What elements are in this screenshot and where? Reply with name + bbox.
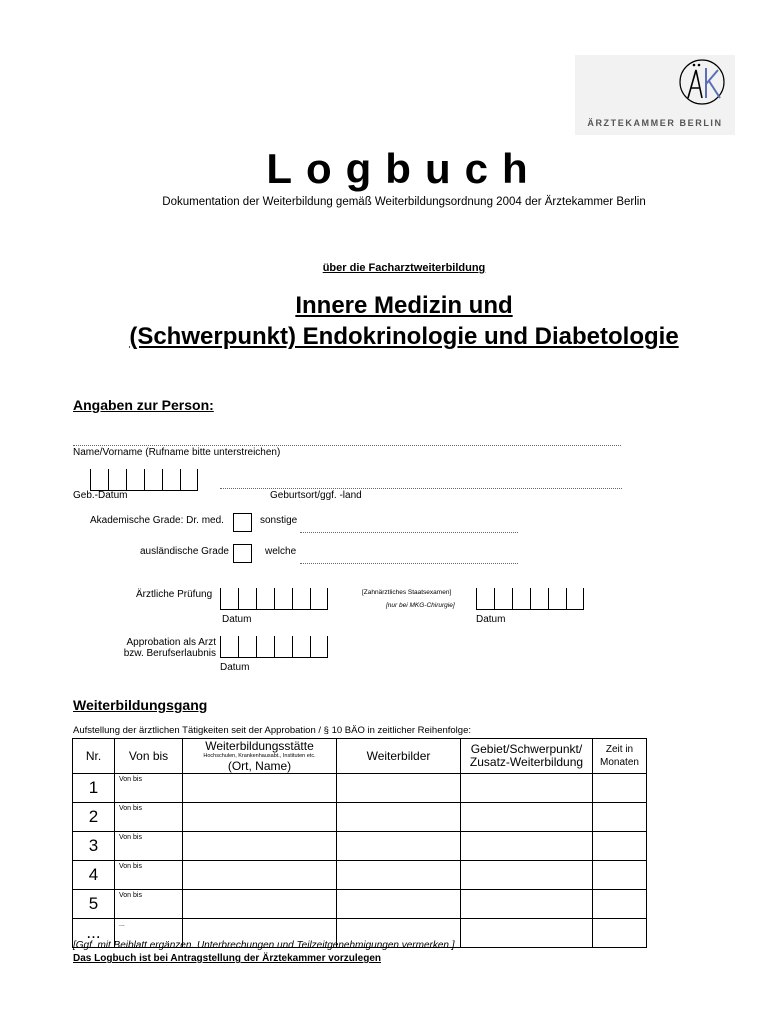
- col-gebiet-line-1: Gebiet/Schwerpunkt/: [470, 742, 583, 756]
- approbation-datum-boxes[interactable]: [220, 636, 328, 658]
- col-gebiet: [461, 739, 593, 774]
- geburtsort-label: Geburtsort/ggf. -land: [270, 490, 362, 501]
- approbation-datum-label: Datum: [220, 662, 250, 673]
- row-zeit-cell[interactable]: [593, 919, 647, 948]
- welche-field[interactable]: [300, 563, 518, 564]
- zahn-label: [Zahnärztliches Staatsexamen]: [362, 589, 452, 596]
- logo-org-name: ÄRZTEKAMMER BERLIN: [587, 118, 723, 128]
- specialty-line-1: Innere Medizin und: [295, 292, 513, 319]
- approbation-label-line-1: Approbation als Arzt: [126, 637, 216, 648]
- col-staette: [183, 739, 337, 774]
- auslaendische-grade-checkbox[interactable]: [233, 544, 252, 563]
- row-nr: 3: [73, 832, 115, 861]
- col-staette-title: Weiterbildungsstätte: [205, 738, 314, 753]
- geb-datum-label: Geb.-Datum: [73, 490, 128, 501]
- row-zeit-cell[interactable]: [593, 861, 647, 890]
- row-weiterbilder-cell[interactable]: [337, 832, 461, 861]
- col-von-bis: Von bis: [115, 739, 183, 774]
- sonstige-field[interactable]: [300, 532, 518, 533]
- sonstige-label: sonstige: [260, 515, 298, 526]
- col-zeit: [593, 739, 647, 774]
- row-staette-cell[interactable]: [183, 890, 337, 919]
- row-nr: 5: [73, 890, 115, 919]
- col-zeit-line-1: Zeit in: [605, 744, 634, 755]
- specialty-title: [0, 290, 768, 352]
- row-von-bis[interactable]: Von bis: [115, 803, 183, 832]
- row-staette-cell[interactable]: [183, 861, 337, 890]
- subtitle: Dokumentation der Weiterbildung gemäß Weiterbildungsordnung 2004 der Ärztekammer Berlin: [162, 196, 646, 208]
- row-von-bis[interactable]: ...: [115, 919, 183, 948]
- row-von-bis[interactable]: Von bis: [115, 890, 183, 919]
- row-staette-cell[interactable]: [183, 774, 337, 803]
- table-row: [73, 861, 647, 890]
- auslaendische-grade-label: ausländische Grade: [140, 546, 229, 557]
- staatsexamen-datum-label: Datum: [476, 614, 506, 625]
- table-row: [73, 803, 647, 832]
- pruefung-label: Ärztliche Prüfung: [136, 589, 213, 600]
- row-gebiet-cell[interactable]: [461, 774, 593, 803]
- row-weiterbilder-cell[interactable]: [337, 774, 461, 803]
- row-gebiet-cell[interactable]: [461, 861, 593, 890]
- row-gebiet-cell[interactable]: [461, 890, 593, 919]
- table-header-row: [73, 739, 647, 774]
- row-nr: 1: [73, 774, 115, 803]
- row-weiterbilder-cell[interactable]: [337, 861, 461, 890]
- row-zeit-cell[interactable]: [593, 774, 647, 803]
- aerztekammer-logo: [678, 58, 736, 106]
- weiterbildung-intro: Aufstellung der ärztlichen Tätigkeiten seit der Approbation / § 10 BÄO in zeitlicher Reihenfolge:: [73, 725, 472, 736]
- table-row: [73, 890, 647, 919]
- mkg-label: [nur bei MKG-Chirurgie]: [386, 602, 455, 609]
- staatsexamen-datum-boxes[interactable]: [476, 588, 584, 610]
- name-field[interactable]: [73, 445, 621, 446]
- row-weiterbilder-cell[interactable]: [337, 803, 461, 832]
- col-staette-sub: (Ort, Name): [227, 758, 292, 773]
- col-gebiet-line-2: Zusatz-Weiterbildung: [469, 755, 584, 769]
- page-title: Logbuch: [266, 145, 542, 192]
- approbation-label: [100, 637, 216, 659]
- submission-note: Das Logbuch ist bei Antragstellung der Ärztekammer vorzulegen: [73, 953, 382, 964]
- row-zeit-cell[interactable]: [593, 890, 647, 919]
- col-zeit-line-2: Monaten: [600, 757, 639, 768]
- col-nr: Nr.: [73, 739, 115, 774]
- col-staette-small: Hochschulen, Krankenhausabt., Instituten etc.: [203, 752, 316, 759]
- row-von-bis[interactable]: Von bis: [115, 832, 183, 861]
- welche-label: welche: [265, 546, 297, 557]
- table-row: [73, 774, 647, 803]
- row-nr: 2: [73, 803, 115, 832]
- section-person-heading: Angaben zur Person:: [73, 397, 214, 413]
- specialty-line-2: (Schwerpunkt) Endokrinologie und Diabetologie: [129, 323, 679, 350]
- row-gebiet-cell[interactable]: [461, 919, 593, 948]
- row-von-bis[interactable]: Von bis: [115, 774, 183, 803]
- row-zeit-cell[interactable]: [593, 803, 647, 832]
- row-nr: ...: [73, 919, 115, 948]
- table-note: [Ggf. mit Beiblatt ergänzen. Unterbrechungen und Teilzeitgenehmigungen vermerken.]: [73, 940, 455, 951]
- dr-med-checkbox[interactable]: [233, 513, 252, 532]
- section-weiterbildung-heading: Weiterbildungsgang: [73, 697, 208, 713]
- row-gebiet-cell[interactable]: [461, 832, 593, 861]
- akad-grade-label: Akademische Grade: Dr. med.: [90, 515, 224, 526]
- row-staette-cell[interactable]: [183, 803, 337, 832]
- pruefung-datum-boxes[interactable]: [220, 588, 328, 610]
- row-von-bis[interactable]: Von bis: [115, 861, 183, 890]
- geburtsort-field[interactable]: [220, 488, 622, 489]
- weiterbildung-table: [72, 738, 647, 948]
- row-gebiet-cell[interactable]: [461, 803, 593, 832]
- approbation-label-line-2: bzw. Berufserlaubnis: [123, 648, 216, 659]
- row-weiterbilder-cell[interactable]: [337, 890, 461, 919]
- col-weiterbilder: Weiterbilder: [337, 739, 461, 774]
- row-staette-cell[interactable]: [183, 832, 337, 861]
- name-label: Name/Vorname (Rufname bitte unterstreichen): [73, 447, 281, 458]
- row-zeit-cell[interactable]: [593, 832, 647, 861]
- table-row: [73, 832, 647, 861]
- pruefung-datum-label: Datum: [222, 614, 252, 625]
- subheading-ueber: über die Facharztweiterbildung: [322, 262, 486, 274]
- geb-datum-boxes[interactable]: [90, 469, 198, 491]
- row-nr: 4: [73, 861, 115, 890]
